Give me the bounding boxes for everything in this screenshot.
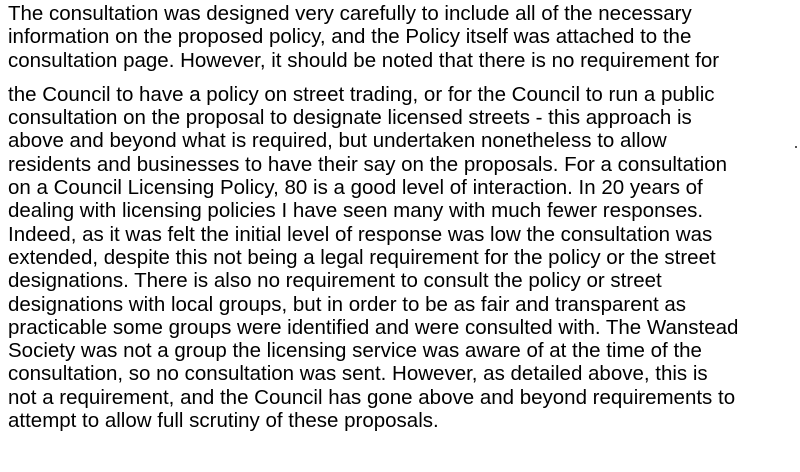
text-line: not a requirement, and the Council has gone above and beyond requirements to: [8, 385, 736, 409]
text-line: Society was not a group the licensing service was aware of at the time of the: [8, 339, 702, 363]
text-line: consultation page. However, it should be noted that there is no requirement for: [8, 48, 720, 72]
text-line: attempt to allow full scrutiny of these proposals.: [8, 409, 439, 433]
text-block-2: [8, 83, 798, 432]
text-line: dealing with licensing policies I have seen many with much fewer responses.: [8, 199, 704, 223]
text-line: practicable some groups were identified and were consulted with. The Wanstead: [8, 315, 739, 339]
text-line: residents and businesses to have their say on the proposals. For a consultation: [8, 152, 728, 176]
text-line: above and beyond what is required, but undertaken nonetheless to allow: [8, 129, 667, 153]
text-line: extended, despite this not being a legal requirement for the policy or the street: [8, 245, 716, 269]
text-line: designations with local groups, but in order to be as fair and transparent as: [8, 292, 687, 316]
text-line: the Council to have a policy on street trading, or for the Council to run a public: [8, 82, 715, 106]
text-line: consultation, so no consultation was sent. However, as detailed above, this is: [8, 362, 708, 386]
text-line: information on the proposed policy, and the Policy itself was attached to the: [8, 25, 692, 49]
block-gap: [8, 72, 798, 83]
text-line: designations. There is also no requirement to consult the policy or street: [8, 269, 662, 293]
text-line: on a Council Licensing Policy, 80 is a good level of interaction. In 20 years of: [8, 176, 703, 200]
scan-artifact-dot: [795, 146, 797, 148]
text-line: The consultation was designed very carefully to include all of the necessary: [8, 2, 692, 25]
text-block-1: [8, 2, 798, 72]
text-line: Indeed, as it was felt the initial level of response was low the consultation was: [8, 222, 713, 246]
text-line: consultation on the proposal to designate licensed streets - this approach is: [8, 106, 692, 130]
document-body: [8, 2, 798, 432]
